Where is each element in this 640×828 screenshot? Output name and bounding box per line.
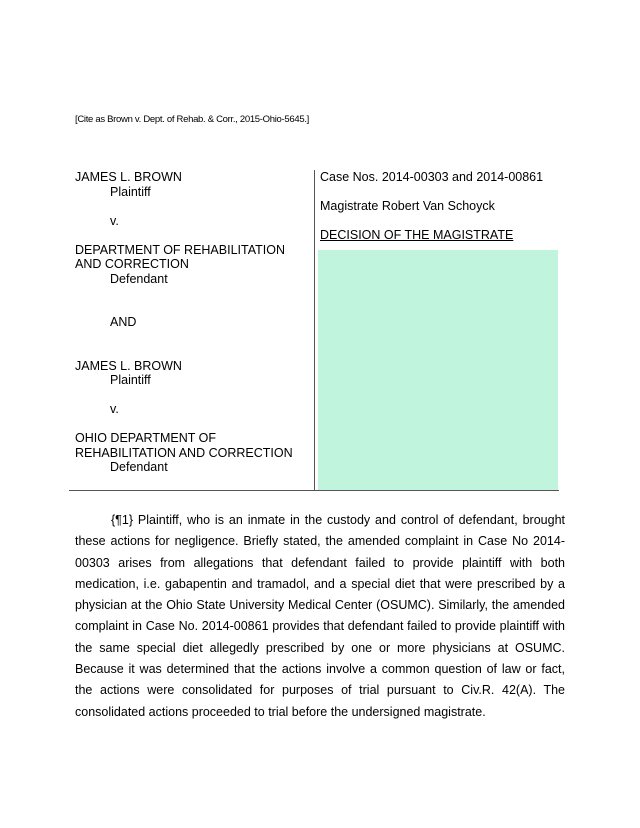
decision-title: DECISION OF THE MAGISTRATE [320,228,514,242]
defendant-1-role: Defendant [110,271,168,286]
plaintiff-1-name: JAMES L. BROWN [75,170,182,184]
caption-parties [75,170,315,475]
defendant-2-line-2: REHABILITATION AND CORRECTION [75,445,293,460]
caption-case-info [320,170,560,243]
plaintiff-2-name: JAMES L. BROWN [75,358,182,373]
plaintiff-2-role: Plaintiff [110,373,151,387]
paragraph-1: {¶1} Plaintiff, who is an inmate in the custody and control of defendant, brought these actions for negligence. Briefly stated, the amended complaint in Case No 2014-00303 arises from allegations that defendant failed to provide plaintiff with both medication, i.e. gabapentin and tramadol, and a special diet that were prescribed by a physician at the Ohio State University Medical Center (OSUMC). Similarly, the amended complaint in Case No. 2014-00861 provides that defendant failed to provide plaintiff with the same special diet allegedly prescribed by one or more physicians at OSUMC. Because it was determined that the actions involve a common question of law or fact, the actions were consolidated for purposes of trial pursuant to Civ.R. 42(A). The consolidated actions proceeded to trial before the undersigned magistrate. [75,513,565,719]
and-label: AND [110,315,137,329]
versus-2: v. [110,402,119,416]
magistrate-name: Magistrate Robert Van Schoyck [320,199,495,213]
plaintiff-1-role: Plaintiff [110,184,151,199]
defendant-2-role: Defendant [110,460,168,474]
defendant-1-line-2: AND CORRECTION [75,257,189,271]
highlight-box [318,250,558,490]
case-caption [69,170,559,490]
versus-1: v. [110,213,119,228]
defendant-1-line-1: DEPARTMENT OF REHABILITATION [75,242,285,257]
caption-horizontal-rule [69,490,559,491]
citation-header: [Cite as Brown v. Dept. of Rehab. & Corr., 2015-Ohio-5645.] [75,114,309,125]
defendant-2-line-1: OHIO DEPARTMENT OF [75,431,216,445]
caption-vertical-rule [314,170,315,490]
case-numbers: Case Nos. 2014-00303 and 2014-00861 [320,170,544,184]
